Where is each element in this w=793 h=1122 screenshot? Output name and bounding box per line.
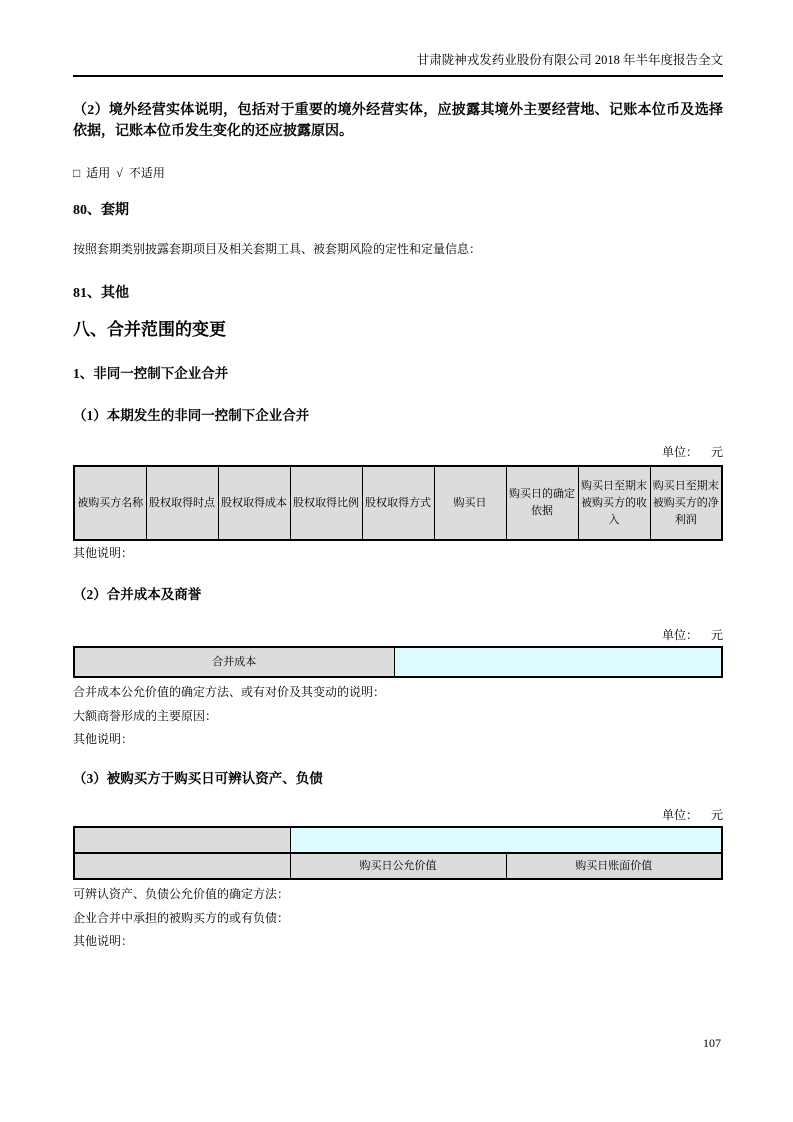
merge-cost-label-cell: 合并成本: [74, 647, 394, 677]
unit-note-3: [73, 808, 723, 823]
assets-top-row: [74, 827, 722, 853]
page-header: [73, 50, 723, 77]
unit-label: 单位：: [661, 628, 698, 642]
business-combination-table: [73, 465, 723, 541]
col-book-value-at-purchase-date: 购买日账面价值: [506, 853, 722, 879]
col-acquiree-name: 被购买方名称: [74, 466, 146, 540]
unit-label: 单位：: [661, 808, 698, 822]
heading-1-3-identifiable-assets: （3）被购买方于购买日可辨认资产、负债: [73, 771, 323, 786]
identifiable-assets-table: [73, 826, 723, 880]
col-purchase-date-basis: 购买日的确定依据: [506, 466, 578, 540]
identifiable-fv-method-note: 可辨认资产、负债公允价值的确定方法：: [73, 887, 290, 901]
checkmark-icon: √: [116, 166, 123, 180]
unit-value: 元: [710, 445, 723, 459]
unit-value: 元: [710, 628, 723, 642]
heading-1-1-current-period-combination: （1）本期发生的非同一控制下企业合并: [73, 408, 310, 423]
not-applicable-label: 不适用: [128, 166, 165, 180]
merge-cost-row: [74, 647, 722, 677]
header-title: 甘肃陇神戎发药业股份有限公司 2018 年半年度报告全文: [416, 53, 723, 67]
heading-1-2-merge-cost-goodwill: （2）合并成本及商誉: [73, 587, 202, 602]
other-note-1: 其他说明：: [73, 546, 134, 560]
col-acquiree-revenue: 购买日至期末被购买方的收入: [578, 466, 650, 540]
assets-subheader-row: [74, 853, 722, 879]
unit-note-1: [73, 445, 723, 460]
col-equity-acquisition-ratio: 股权取得比例: [290, 466, 362, 540]
other-note-2: 其他说明：: [73, 732, 134, 746]
contingent-liabilities-note: 企业合并中承担的被购买方的或有负债：: [73, 911, 290, 925]
assets-item-header-cell: [74, 853, 290, 879]
unit-label: 单位：: [661, 445, 698, 459]
hedging-disclosure-note: 按照套期类别披露套期项目及相关套期工具、被套期风险的定性和定量信息：: [73, 242, 482, 256]
heading-1-non-common-control: 1、非同一控制下企业合并: [73, 366, 229, 381]
assets-empty-header-cell: [74, 827, 290, 853]
assets-value-span-cell: [290, 827, 722, 853]
overseas-entity-paragraph: （2）境外经营实体说明，包括对于重要的境外经营实体，应披露其境外主要经营地、记账本位币及选择依据，记账本位币发生变化的还应披露原因。: [73, 103, 723, 139]
applicable-label: 适用: [86, 166, 111, 180]
heading-81-other: 81、其他: [73, 286, 129, 301]
unit-note-2: [73, 628, 723, 643]
applicability-line: [73, 166, 723, 181]
goodwill-reason-note: 大额商誉形成的主要原因：: [73, 709, 218, 723]
heading-80-hedging: 80、套期: [73, 203, 129, 218]
col-equity-acquisition-method: 股权取得方式: [362, 466, 434, 540]
table-header-row: [74, 466, 722, 540]
fair-value-method-note: 合并成本公允价值的确定方法、或有对价及其变动的说明：: [73, 685, 386, 699]
other-note-3: 其他说明：: [73, 934, 134, 948]
merge-cost-value-cell: [394, 647, 722, 677]
col-acquiree-net-profit: 购买日至期末被购买方的净利润: [650, 466, 722, 540]
checkbox-unchecked-icon: □: [73, 166, 81, 180]
unit-value: 元: [710, 808, 723, 822]
col-fair-value-at-purchase-date: 购买日公允价值: [290, 853, 506, 879]
col-purchase-date: 购买日: [434, 466, 506, 540]
col-equity-acquisition-cost: 股权取得成本: [218, 466, 290, 540]
col-equity-acquisition-time: 股权取得时点: [146, 466, 218, 540]
merge-cost-table: [73, 646, 723, 678]
page-number: 107: [703, 1036, 721, 1050]
heading-8-consolidation-scope-change: 八、合并范围的变更: [73, 320, 226, 339]
